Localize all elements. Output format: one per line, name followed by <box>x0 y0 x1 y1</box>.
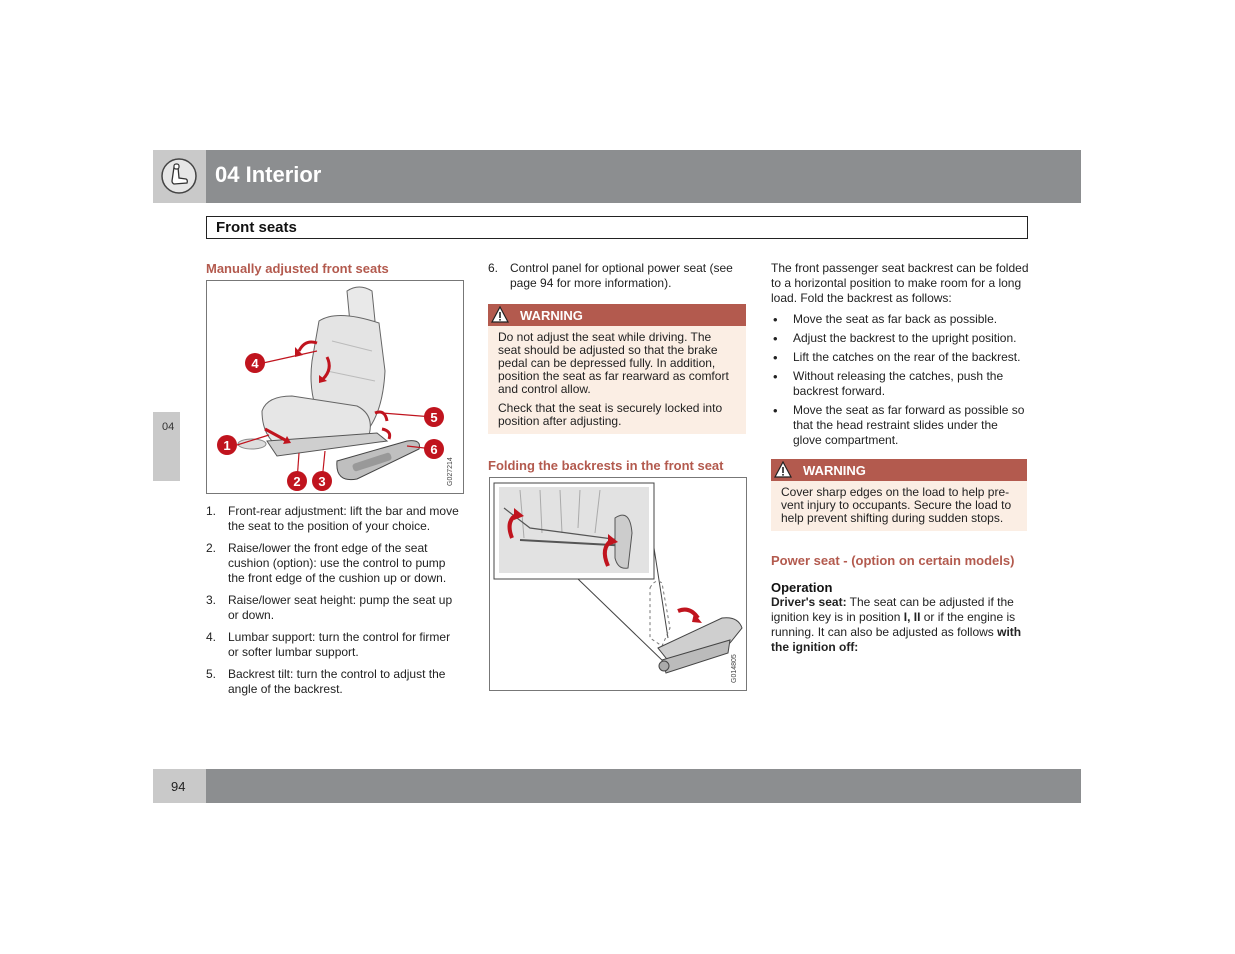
list-item: 5. Backrest tilt: turn the control to adjust the angle of the backrest. <box>206 667 446 696</box>
warning-header <box>771 459 1027 481</box>
warning-icon <box>774 461 792 478</box>
warning-text: Check that the seat is securely locked into position after adjusting. <box>498 401 723 428</box>
callout-4 <box>245 353 265 373</box>
list-item: • Without releasing the catches, push the backrest forward. <box>771 369 1029 399</box>
warning-text: Do not adjust the seat while driving. The seat should be adjusted so that the brake pedal can be depressed fully. In addition, position the seat as far rearward as comfort and control allow. <box>498 330 729 396</box>
warning-label: WARNING <box>803 463 866 478</box>
callout-6 <box>424 439 444 459</box>
svg-text:2: 2 <box>293 474 301 489</box>
page-number: 94 <box>171 779 186 794</box>
callout-2 <box>287 471 307 491</box>
drivers-seat-paragraph: Driver's seat: The seat can be adjusted if the ignition key is in position I, II or if the engine is running. It can also be adjusted as follows with the ignition off: <box>771 595 1022 654</box>
heading-folding-backrests: Folding the backrests in the front seat <box>488 458 724 473</box>
backrest-folding-illustration <box>489 477 747 691</box>
list-item: 2. Raise/lower the front edge of the seat cushion (option): use the control to pump the front edge of the cushion up or down. <box>206 541 447 585</box>
seat-adjustment-illustration <box>206 280 464 494</box>
list-item: • Move the seat as far back as possible. <box>771 312 1029 327</box>
svg-text:6: 6 <box>430 442 438 457</box>
svg-text:3: 3 <box>318 474 326 489</box>
operation-subheading: Operation <box>771 580 833 595</box>
callout-3 <box>312 471 332 491</box>
adjustment-steps-list <box>206 504 464 704</box>
chapter-title: 04 Interior <box>215 162 322 187</box>
figure-code: G027214 <box>447 457 454 486</box>
warning-text: Cover sharp edges on the load to help pre-vent injury to occupants. Secure the load to help prevent shifting during sudden stops. <box>781 485 1012 525</box>
list-item: 3. Raise/lower seat height: pump the seat up or down. <box>206 593 453 622</box>
list-item: • Move the seat as far forward as possible so that the head restraint slides under the glove compartment. <box>771 403 1029 448</box>
figure-code: G014805 <box>731 654 738 683</box>
folding-intro-text: The front passenger seat backrest can be folded to a horizontal position to make room for a long load. Fold the backrest as follows: <box>771 261 1029 305</box>
folding-steps-list <box>771 312 1029 452</box>
footer-band <box>153 769 1081 803</box>
chapter-side-tab-label: 04 <box>162 421 175 433</box>
callout-1 <box>217 435 237 455</box>
callout-5 <box>424 407 444 427</box>
list-item: 4. Lumbar support: turn the control for firmer or softer lumbar support. <box>206 630 451 659</box>
adjustment-steps-list-continued <box>488 261 746 298</box>
seat-icon <box>160 157 198 195</box>
svg-text:4: 4 <box>251 356 259 371</box>
warning-header <box>488 304 746 326</box>
warning-box-load <box>771 459 1027 531</box>
list-item: 1. Front-rear adjustment: lift the bar and move the seat to the position of your choice. <box>206 504 459 533</box>
svg-text:1: 1 <box>223 438 231 453</box>
heading-power-seat: Power seat - (option on certain models) <box>771 553 1015 568</box>
heading-manual-seats: Manually adjusted front seats <box>206 261 389 276</box>
warning-label: WARNING <box>520 308 583 323</box>
section-title: Front seats <box>216 219 297 236</box>
warning-box-seat-adjust <box>488 304 746 434</box>
list-item: • Adjust the backrest to the upright position. <box>771 331 1029 346</box>
warning-icon <box>491 306 509 323</box>
list-item: 6. Control panel for optional power seat (see page 94 for more information). <box>488 261 733 290</box>
section-bar <box>206 216 1028 239</box>
list-item: • Lift the catches on the rear of the backrest. <box>771 350 1029 365</box>
svg-text:5: 5 <box>430 410 438 425</box>
